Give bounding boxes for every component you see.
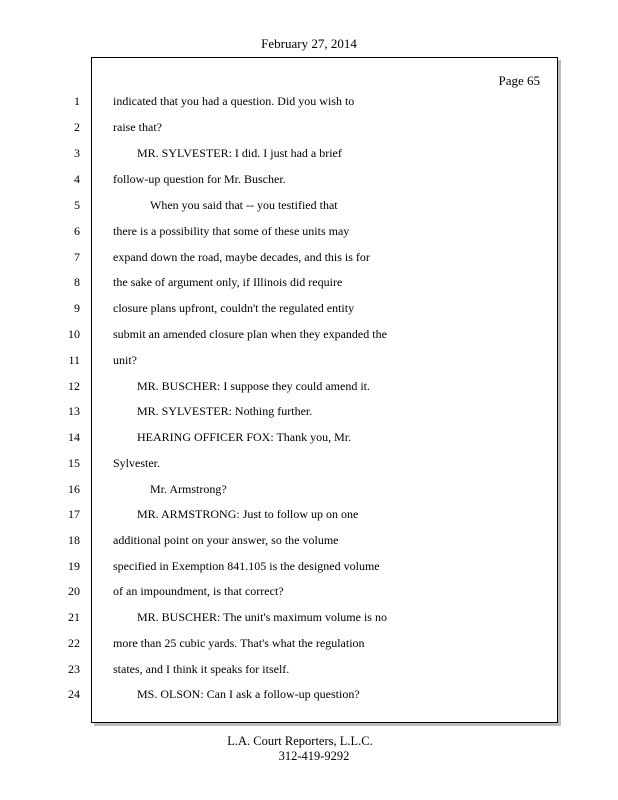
line-number: 24 bbox=[68, 687, 80, 701]
line-text: expand down the road, maybe decades, and this is for bbox=[113, 250, 370, 264]
line-text: MR. SYLVESTER: I did. I just had a brief bbox=[137, 146, 342, 160]
line-number: 10 bbox=[68, 327, 80, 341]
line-number: 18 bbox=[68, 533, 80, 547]
line-text: MR. ARMSTRONG: Just to follow up on one bbox=[137, 507, 359, 521]
header-date: February 27, 2014 bbox=[261, 36, 357, 51]
line-text: Mr. Armstrong? bbox=[150, 482, 227, 496]
line-number: 21 bbox=[68, 610, 80, 624]
line-number: 20 bbox=[68, 584, 80, 598]
line-number: 1 bbox=[74, 94, 80, 108]
line-text: HEARING OFFICER FOX: Thank you, Mr. bbox=[137, 430, 352, 444]
line-text: Sylvester. bbox=[113, 456, 160, 470]
line-number: 5 bbox=[74, 198, 80, 212]
line-text: additional point on your answer, so the volume bbox=[113, 533, 339, 547]
line-text: indicated that you had a question. Did you wish to bbox=[113, 94, 355, 108]
line-number: 8 bbox=[74, 275, 80, 289]
line-number: 4 bbox=[74, 172, 80, 186]
line-number: 13 bbox=[68, 404, 80, 418]
footer-phone: 312-419-9292 bbox=[278, 749, 350, 763]
line-number: 23 bbox=[68, 662, 80, 676]
line-number: 9 bbox=[74, 301, 80, 315]
line-text: of an impoundment, is that correct? bbox=[113, 584, 284, 598]
line-number: 17 bbox=[68, 507, 80, 521]
line-text: raise that? bbox=[113, 120, 162, 134]
line-text: MR. BUSCHER: The unit's maximum volume is no bbox=[137, 610, 387, 624]
line-number: 22 bbox=[68, 636, 80, 650]
line-text: there is a possibility that some of these units may bbox=[113, 224, 350, 238]
page-number: Page 65 bbox=[498, 73, 540, 88]
line-text: states, and I think it speaks for itself. bbox=[113, 662, 290, 676]
line-number: 2 bbox=[74, 120, 80, 134]
line-number: 16 bbox=[68, 482, 80, 496]
line-text: MS. OLSON: Can I ask a follow-up question? bbox=[137, 687, 360, 701]
line-number: 6 bbox=[74, 224, 80, 238]
line-text: more than 25 cubic yards. That's what the regulation bbox=[113, 636, 365, 650]
footer-company: L.A. Court Reporters, L.L.C. bbox=[227, 734, 373, 748]
line-number: 14 bbox=[68, 430, 80, 444]
line-text: follow-up question for Mr. Buscher. bbox=[113, 172, 286, 186]
line-text: MR. BUSCHER: I suppose they could amend it. bbox=[137, 379, 370, 393]
line-number: 19 bbox=[68, 559, 80, 573]
line-text: unit? bbox=[113, 353, 137, 367]
line-number: 3 bbox=[74, 146, 80, 160]
line-number: 12 bbox=[68, 379, 80, 393]
line-number: 7 bbox=[74, 250, 80, 264]
line-number: 11 bbox=[68, 353, 80, 367]
line-number: 15 bbox=[68, 456, 80, 470]
line-text: specified in Exemption 841.105 is the designed volume bbox=[113, 559, 380, 573]
line-text: When you said that -- you testified that bbox=[150, 198, 338, 212]
line-text: submit an amended closure plan when they expanded the bbox=[113, 327, 387, 341]
line-text: MR. SYLVESTER: Nothing further. bbox=[137, 404, 313, 418]
line-text: closure plans upfront, couldn't the regulated entity bbox=[113, 301, 355, 315]
line-text: the sake of argument only, if Illinois did require bbox=[113, 275, 343, 289]
